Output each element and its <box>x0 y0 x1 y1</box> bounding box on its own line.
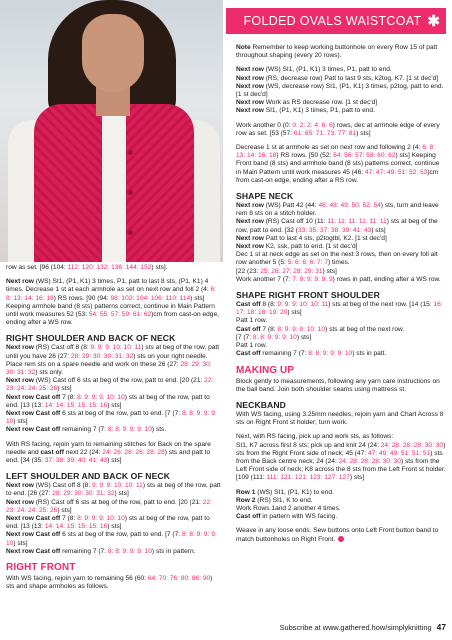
size-run: 24: 28: 28: 28: 30: 30 <box>338 457 401 465</box>
text-run: ) sts] <box>57 385 72 393</box>
size-run: 28: 29: 30: 30: 31: 32 <box>70 352 134 360</box>
text-run: (WS, decrease row) SI1, (P1, K1) 3 times, p2tog, patt to end. [1 st dec'd] <box>236 82 444 99</box>
size-run: 8: 9: 9: 9: 10: 10 <box>77 393 125 401</box>
bold-run: Next row <box>6 482 34 490</box>
text-run: ) sts] <box>322 267 337 275</box>
size-run: 33: 35: 37: 38: 39: 41: 43 <box>297 226 372 234</box>
text-run: ) RS rows. [90 (94: <box>53 294 111 302</box>
size-run: 54: 56: 57: 58: 60: 62 <box>333 152 396 160</box>
waistcoat-button <box>128 150 133 155</box>
pattern-title-banner <box>226 8 446 34</box>
text-run: With RS facing, rejoin yarn to remaining stitches for Back on the spare needle and <box>6 440 211 456</box>
bold-run: Next row <box>6 278 34 286</box>
text-run: ) sts] <box>107 401 122 409</box>
size-run: 37: 38: 39: 40: 41: 43 <box>44 457 108 465</box>
text-run: ) sts in pattern. <box>151 547 196 555</box>
text-run: 7 (8: <box>260 325 278 333</box>
finishing-text <box>236 527 438 542</box>
text-run: ) sts only. <box>35 369 64 377</box>
waistcoat-right-front <box>126 104 194 262</box>
text-run: ) sts] Keeping Front band (8 sts) and armhole band (8 sts) patterns correct, continue in Main Pattern until work measures 45 (46: <box>236 152 440 176</box>
text-run: (RS) Cast off 10 (11: <box>263 218 328 226</box>
para-right-front <box>6 575 222 591</box>
text-run: Decrease 1 st at armhole as set on next row and following 2 (4: <box>236 144 423 152</box>
text-run: ) times. <box>328 259 350 267</box>
text-run: ) rows in patt, ending after a WS row. <box>332 275 441 283</box>
size-run: 8: 8: 9: 9: 9: 10 <box>107 547 152 555</box>
text-run: in pattern with WS facing. <box>260 513 338 521</box>
bold-run: cast off <box>40 448 64 456</box>
text-run: ) sts] <box>13 539 28 547</box>
size-run: 22: 23: 24: 24: 25: 26 <box>6 498 212 514</box>
text-run: K2, ssk, patt to end. [1 st dec'd] <box>263 243 358 251</box>
text-run: ) sts] <box>356 129 371 137</box>
text-run: ) sts] <box>287 309 302 317</box>
text-run: Work Rows 1and 2 another 4 times. <box>236 504 341 512</box>
bold-run: Next row <box>6 498 34 506</box>
text-run: ) sts] <box>371 226 386 234</box>
size-run: 7: 9: 9: 9: 9: 9 <box>292 275 333 283</box>
bold-run: Next row Cast off <box>6 515 61 523</box>
text-run: ) sts in patt. <box>352 350 387 358</box>
text-run: ) sts. <box>151 426 167 434</box>
size-run: 14: 14: 15: 15: 15: 16 <box>44 523 108 531</box>
size-run: 54: 55: 57: 59: 61: 62 <box>88 311 152 319</box>
bold-run: Next row <box>6 377 34 385</box>
para-neckband-3 <box>236 489 446 522</box>
text-run: )cm from cast-on edge, ending after a WS row. <box>6 311 219 327</box>
bold-run: Row 1 <box>236 488 256 496</box>
left-column <box>6 264 222 598</box>
model-photo <box>0 0 223 262</box>
para-making-up <box>236 378 446 394</box>
bold-run: Cast off <box>236 325 261 333</box>
text-run: ) sts at beg of the next row. [14 (15: <box>328 301 434 309</box>
text-run: remaining 7 (7: <box>60 547 108 555</box>
heading-shape-right-shoulder: SHAPE RIGHT FRONT SHOULDER <box>236 290 380 301</box>
bold-run: Cast off <box>236 350 261 358</box>
para-shape-neck <box>236 202 446 284</box>
bold-run: Next row <box>236 66 264 74</box>
size-run: 47: 47: 49: 51: 52: 53 <box>365 168 428 176</box>
text-run: Block gently to measurements, following any yarn care instructions on the ball band. Join both shoulder seams using mattress st. <box>236 377 440 393</box>
bold-run: Next row <box>236 243 264 251</box>
para-finishing <box>236 527 446 543</box>
bold-run: Next row <box>236 107 264 115</box>
size-run: 5: 6: 6: 6: 7: 7 <box>287 259 329 267</box>
heading-shape-neck: SHAPE NECK <box>236 191 294 202</box>
para-right-shoulder-2 <box>6 441 222 466</box>
para-shape-right-shoulder <box>236 301 446 358</box>
text-run: Remember to keep working buttonhole on every Row 15 of patt throughout shaping (every 20 rows). <box>236 44 438 60</box>
para-note <box>236 44 446 60</box>
text-run: 7 (8: <box>60 515 78 523</box>
bold-run: Next row Cast off <box>6 426 61 434</box>
size-run: 14: 14: 15: 15: 15: 16 <box>44 401 108 409</box>
text-run: (WS) SI1, (P1, K1) to end. <box>255 488 334 496</box>
para-neckband-1 <box>236 411 446 427</box>
subscribe-link[interactable]: Subscribe at www.gathered.how/simplyknitting <box>279 623 432 632</box>
text-run: ) sts]. <box>151 264 168 271</box>
text-run: ) sts] <box>107 523 122 531</box>
text-run: (WS) SI1, (P1, K1) 3 times, P1, patt to last 8 sts, (P1, K1) 4 times. Decrease 1 st at each armhole as set on next row and foll 2 (4: <box>6 278 211 294</box>
size-run: 6: 8: 13: 14: 16: 18 <box>236 144 436 160</box>
para-armhole-dec <box>6 278 222 327</box>
para-left-shoulder <box>6 482 222 556</box>
text-run: ) sts at beg of the row, patt until you have 26 (27: <box>6 344 220 360</box>
size-run: 47: 49: 49: 51: 51: 51 <box>367 449 431 457</box>
size-run: 28: 29: 30: 30: 31: 32 <box>6 360 212 377</box>
text-run: (RS) SI1, K to end. <box>255 496 313 504</box>
page-footer <box>280 622 446 632</box>
text-run: ) sts at beg of the next row. <box>325 325 405 333</box>
text-run: ) sts, turn and leave rem 8 sts on a stitch holder. <box>236 202 439 218</box>
size-run: 8: 9: 9: 9: 10: 10 <box>77 515 125 523</box>
size-run: 98: 102: 104: 106: 110: 114 <box>110 294 191 302</box>
bold-run: Next row Cast off <box>6 393 61 401</box>
pattern-title: FOLDED OVALS WAISTCOAT <box>243 14 422 28</box>
text-run: With WS facing, using 3.25mm needles, rejoin yarn and Chart Across 8 sts on Right Front st holder; turn work. <box>236 410 444 427</box>
text-run: 6 sts at beg of the row, patt to end. [7 (7: <box>60 531 182 539</box>
bold-run: Row 2 <box>236 496 256 504</box>
size-run: 64: 70: 76: 80: 86: 90 <box>147 575 211 583</box>
text-run: (WS) SI1, (P1, K1) 3 times, P1, patt to end. <box>263 66 392 74</box>
para-rowas <box>6 264 222 272</box>
size-run: 61: 65: 71: 73: 77: 81 <box>293 129 357 137</box>
text-run: ) sts at beg of the row, patt to end. [32 ( <box>236 218 438 234</box>
text-run: ) sts at beg of the row, patt to end. [26 (27: <box>6 482 221 498</box>
text-run: [7 (7: <box>236 333 253 341</box>
text-run: ) sts] <box>114 490 129 498</box>
bold-run: Cast off <box>236 301 261 309</box>
para-armhole-dec-2 <box>236 144 446 185</box>
waistcoat-button <box>128 230 133 235</box>
text-run: [22 (23: <box>236 267 261 275</box>
text-run: Dec 1 st at neck edge as set on the next 3 rows, then on every foll alt row another 5 (5: <box>236 251 438 267</box>
text-run: ) sts] <box>296 333 312 341</box>
bold-run: Next row <box>236 234 264 242</box>
text-run: ) sts] <box>349 474 365 482</box>
text-run: ) sts from the Left Front side of neck; K8 across the 8 sts from the Left Front st holder. [109 (111: <box>236 457 446 482</box>
text-run: Next, with RS facing, pick up and work sts, as follows: <box>236 433 394 441</box>
text-run: (RS, decrease row) Patt to last 9 sts, k2tog, K7. [1 st dec'd] <box>263 74 439 82</box>
bold-run: Next row <box>236 99 264 107</box>
size-run: 8: 8: 9: 9: 9: 10 <box>107 426 152 434</box>
text-run: (WS) Cast off 6 sts at beg of the row, patt to end. [20 (21: <box>33 377 205 385</box>
size-run: 9: 9: 9: 10: 10: 11 <box>90 344 142 352</box>
end-dot-icon <box>338 536 344 542</box>
text-run: ) sts at beg of the row, patt to end. [13 (13: <box>6 515 210 531</box>
heading-neckband: NECKBAND <box>236 399 286 410</box>
size-run: 24: 28: 28: 28: 30: 30 <box>380 441 444 449</box>
size-run: 16: 17: 18: 18: 19: 20 <box>236 301 443 317</box>
text-run: Patt 1 row. <box>236 317 268 325</box>
text-run: next 22 (24: <box>63 448 103 456</box>
size-run: 9: 9: 9: 10: 10: 11 <box>92 482 143 490</box>
text-run: Work as RS decrease row. [1 st dec'd] <box>263 99 378 107</box>
text-run: (WS) Cast off 8 (8: <box>33 482 92 490</box>
text-run: Weave in any loose ends. Sew buttons onto Left Front button band to match buttonholes on Right Front. <box>236 527 439 543</box>
bold-run: Next row Cast off <box>6 410 61 418</box>
text-run: ) RS rows. [50 (52: <box>276 152 334 160</box>
text-run: Work another 0 (0: <box>236 121 293 129</box>
right-column <box>236 44 446 550</box>
page-number: 47 <box>436 622 446 632</box>
text-run: 8 (8: <box>260 301 278 309</box>
text-run: 6 sts at beg of the row, patt to end. [7 (7: <box>60 410 182 418</box>
size-run: 8: 8: 9: 9: 9: 10 <box>252 333 297 341</box>
text-run: ) sts and patt to end. [34 (35: <box>6 448 211 465</box>
bold-run: Next row Cast off <box>6 547 61 555</box>
text-run: Work another 7 (7: <box>236 275 293 283</box>
text-run: ) sts and shape armholes as follows. <box>6 575 213 591</box>
bold-run: Next row Cast off <box>6 531 61 539</box>
text-run: row as set. [96 (104: <box>6 264 68 271</box>
text-run: 7 (8: <box>60 393 78 401</box>
para-decrease-rows <box>236 66 446 115</box>
text-run: Patt to last 4 sts, p2togtbl, K2. [1 st dec'd] <box>263 234 387 242</box>
size-run: 11: 11: 11: 11: 11: 11 <box>327 218 387 226</box>
text-run: SI1, (P1, K1) 3 times, P1, patt to end. <box>263 107 375 115</box>
para-work-another <box>236 122 446 138</box>
text-run: ) sts at beg of the row, patt to end. [13 (13: <box>6 393 210 409</box>
heading-left-shoulder: LEFT SHOULDER AND BACK OF NECK <box>6 471 171 482</box>
size-run: 8: 8: 9: 9: 9: 10 <box>6 531 217 547</box>
text-run: ) sts] <box>57 506 72 514</box>
size-run: 6: 8: 13: 14: 16: 18 <box>6 286 217 302</box>
bold-run: Note <box>236 44 251 51</box>
text-run: Patt 1 row. <box>236 342 268 350</box>
size-run: 8: 8: 9: 9: 9: 10 <box>6 410 217 426</box>
heading-right-shoulder: RIGHT SHOULDER AND BACK OF NECK <box>6 333 176 344</box>
bold-run: Next row <box>236 74 264 82</box>
heading-making-up: MAKING UP <box>236 364 295 376</box>
model-face <box>82 14 144 92</box>
size-run: 0: 2: 2: 4: 6: 6 <box>292 121 333 129</box>
size-run: 25: 26: 27: 28: 29: 31 <box>260 267 323 275</box>
size-run: 46: 48: 49: 50: 52: 54 <box>318 202 381 210</box>
text-run: remaining 7 (7: <box>260 350 309 358</box>
text-run: remaining 7 (7: <box>60 426 108 434</box>
size-run: 112: 120: 132: 136: 144: 152 <box>67 264 152 271</box>
text-run: ) sts from the Right Front side of neck; 45 (47: <box>236 441 446 457</box>
size-run: 22: 23: 24: 24: 25: 26 <box>6 377 214 393</box>
text-run: ) sts] Keeping armhole band (8 sts) patterns correct, continue in Main Pattern until work measures 52 (53: <box>6 294 215 319</box>
size-run: 111: 121: 121: 123: 127: 127 <box>266 474 350 482</box>
para-right-shoulder <box>6 344 222 434</box>
text-run: ) sts on your right needle. Place rem sts on a spare needle and work on these 26 (27: <box>6 352 208 368</box>
para-neckband-2 <box>236 433 446 482</box>
text-run: (RS) Cast off 8 (8: <box>33 344 91 352</box>
bold-run: Next row <box>236 218 264 226</box>
text-run: )cm from cast-on edge, ending after a RS row. <box>236 168 439 184</box>
text-run: With WS facing, rejoin yarn to remaining 56 (60: <box>6 575 148 583</box>
size-run: 9: 9: 9: 10: 10: 11 <box>277 301 329 309</box>
text-run: SI1, K7 across first 8 sts; pick up and knit 24 (24: <box>236 441 381 449</box>
size-run: 28: 29: 30: 30: 31: 32 <box>52 490 115 498</box>
text-run: ) sts] <box>13 418 28 426</box>
heading-right-front: RIGHT FRONT <box>6 562 76 574</box>
asterisk-icon: ✱ <box>427 13 440 30</box>
size-run: 8: 9: 9: 9: 10: 10 <box>277 325 326 333</box>
text-run: ) rows, dec at armhole edge of every row as set. [53 (57: <box>236 121 440 137</box>
text-run: (RS) Cast off 6 sts at beg of the row, patt to end. [20 (21: <box>33 498 203 506</box>
size-run: 8: 8: 9: 9: 9: 10 <box>308 350 353 358</box>
waistcoat-button <box>128 190 133 195</box>
text-run: (WS) Patt 42 (44: <box>263 202 319 210</box>
text-run: ) sts from the Back centre neck; 24 (24: <box>236 449 443 465</box>
waistcoat-left-front <box>34 104 102 262</box>
size-run: 24: 26: 26: 26: 28: 28 <box>102 448 165 456</box>
bold-run: Next row <box>236 202 264 210</box>
bold-run: Next row <box>6 344 34 352</box>
bold-run: Next row <box>236 82 264 90</box>
text-run: ) sts] <box>107 457 122 465</box>
bold-run: Cast off <box>236 513 261 521</box>
